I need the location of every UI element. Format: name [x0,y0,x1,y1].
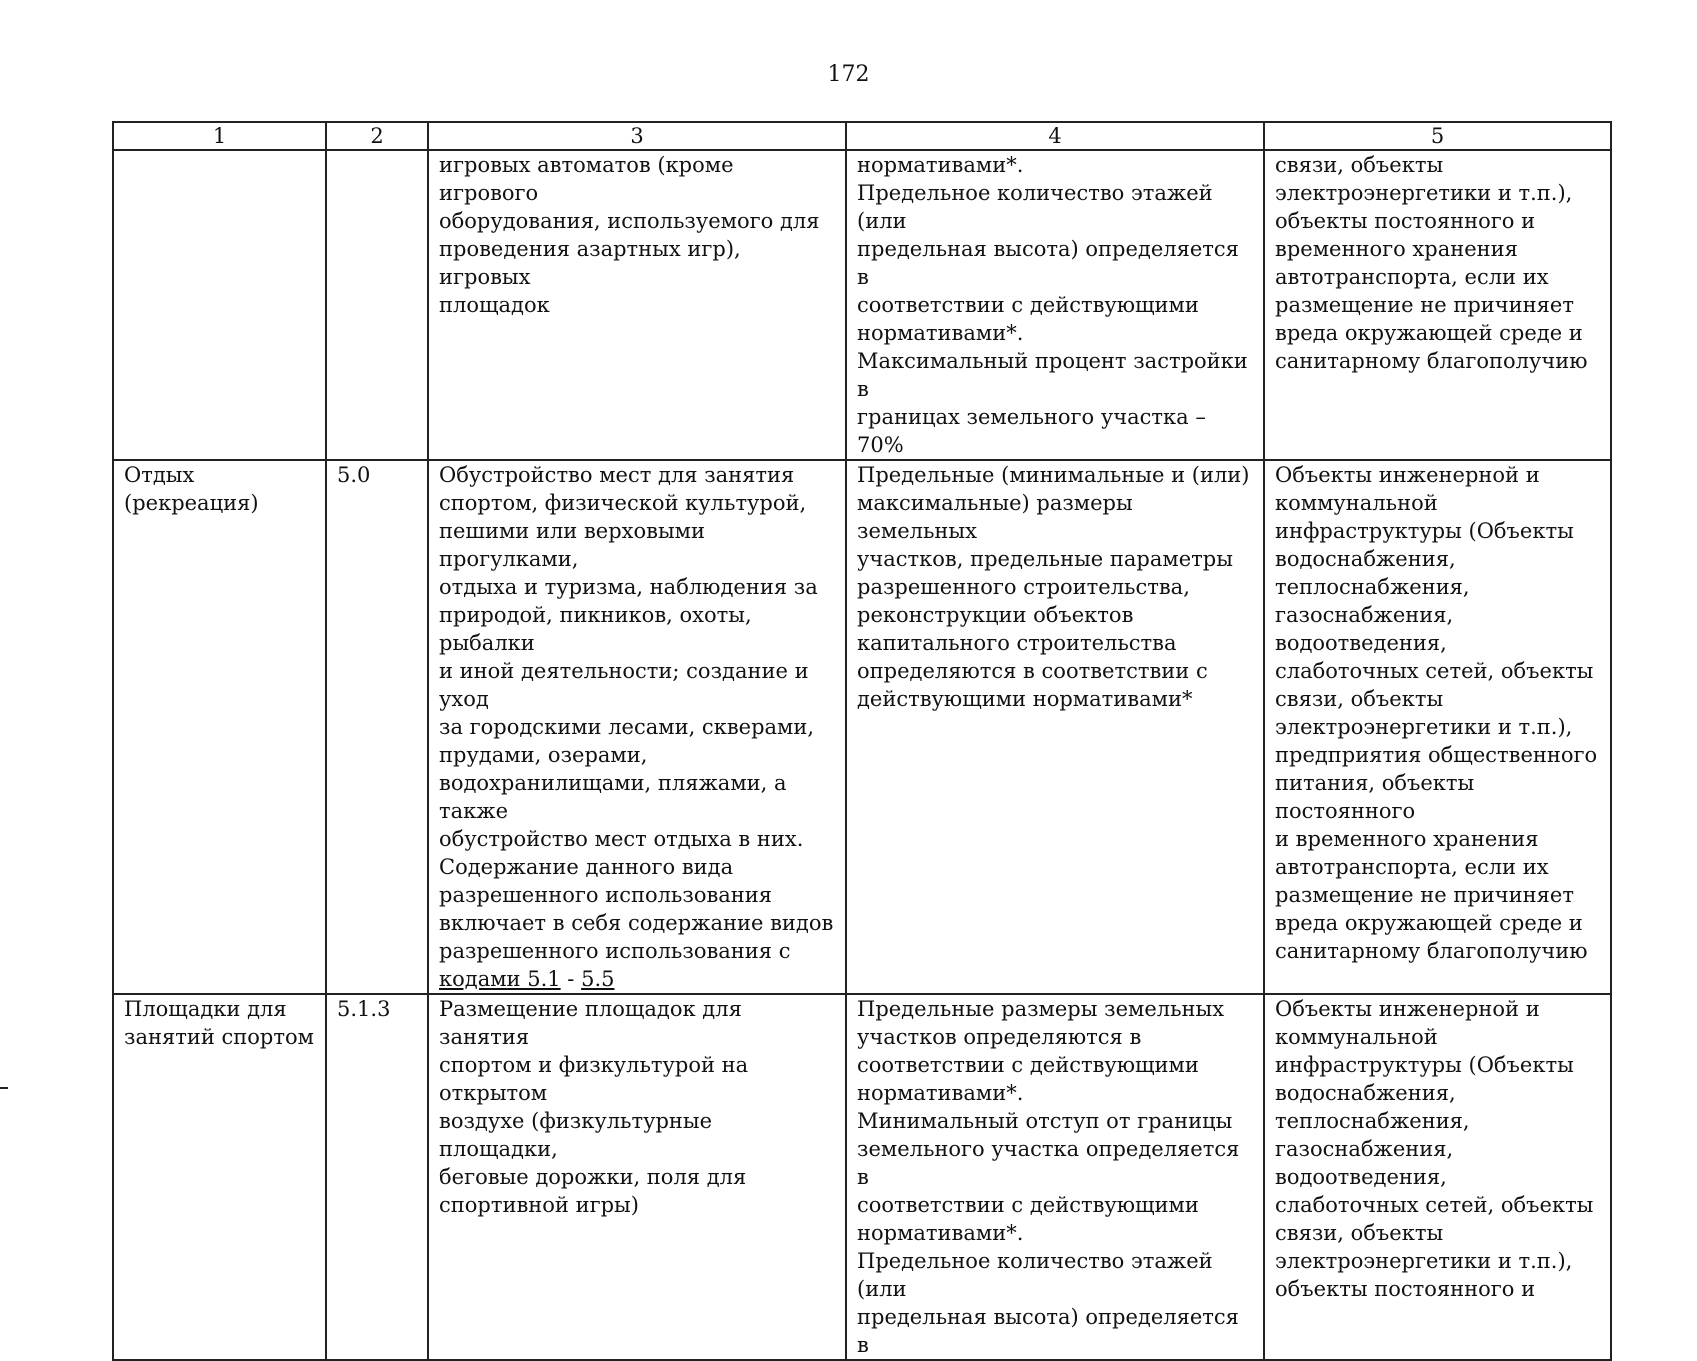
column-header-5: 5 [1264,122,1611,150]
margin-mark [0,1087,8,1089]
table-header-row [113,122,1611,150]
use-description-cell: игровых автоматов (кроме игрового оборудования, используемого для проведения азартных игр), игровых площадок [428,150,846,460]
table-row [113,460,1611,994]
use-description-cell [428,460,846,994]
auxiliary-uses-cell: Объекты инженерной и коммунальной инфраструктуры (Объекты водоснабжения, теплоснабжения, газоснабжения, водоотведения, слаботочных сетей, объекты связи, объекты электроэнергетики и т.п.), объекты постоянного и [1264,994,1611,1360]
column-header-4: 4 [846,122,1264,150]
use-parameters-cell: Предельные размеры земельных участков определяются в соответствии с действующими нормативами*. Минимальный отступ от границы земельного участка определяется в соответствии с действующими нормативами*. Предельное количество этажей (или предельная высота) определяется в [846,994,1264,1360]
auxiliary-uses-cell: связи, объекты электроэнергетики и т.п.), объекты постоянного и временного хранения автотранспорта, если их размещение не причиняет вреда окружающей среде и санитарному благополучию [1264,150,1611,460]
column-header-3: 3 [428,122,846,150]
use-code-cell: 5.0 [326,460,428,994]
table-row [113,150,1611,460]
use-name-cell: Площадки для занятий спортом [113,994,326,1360]
use-code-cell [326,150,428,460]
use-code-cell: 5.1.3 [326,994,428,1360]
description-text: Обустройство мест для занятия спортом, физической культурой, пешими или верховыми прогулками, отдыха и туризма, наблюдения за природой, пикников, охоты, рыбалки и иной деятельности; создание и уход за городскими лесами, скверами, прудами, озерами, водохранилищами, пляжами, а также обустройство мест отдыха в них. Содержание данного вида разрешенного использования включает в себя содержание видов разрешенного использования с [439,463,834,963]
use-name-cell: Отдых (рекреация) [113,460,326,994]
code-range-link-start[interactable]: кодами 5.1 [439,967,561,991]
permitted-use-table [112,121,1612,1361]
column-header-2: 2 [326,122,428,150]
column-header-1: 1 [113,122,326,150]
code-range-link-end[interactable]: 5.5 [581,967,615,991]
auxiliary-uses-cell: Объекты инженерной и коммунальной инфраструктуры (Объекты водоснабжения, теплоснабжения, газоснабжения, водоотведения, слаботочных сетей, объекты связи, объекты электроэнергетики и т.п.), предприятия общественного питания, объекты постоянного и временного хранения автотранспорта, если их размещение не причиняет вреда окружающей среде и санитарному благополучию [1264,460,1611,994]
use-description-cell: Размещение площадок для занятия спортом и физкультурой на открытом воздухе (физкультурные площадки, беговые дорожки, поля для спортивной игры) [428,994,846,1360]
use-name-cell [113,150,326,460]
code-range-separator: - [560,967,582,991]
use-parameters-cell: нормативами*. Предельное количество этажей (или предельная высота) определяется в соответствии с действующими нормативами*. Максимальный процент застройки в границах земельного участка – 70% [846,150,1264,460]
page-number: 172 [827,62,870,87]
use-parameters-cell: Предельные (минимальные и (или) максимальные) размеры земельных участков, предельные параметры разрешенного строительства, реконструкции объектов капитального строительства определяются в соответствии с действующими нормативами* [846,460,1264,994]
table-row [113,994,1611,1360]
